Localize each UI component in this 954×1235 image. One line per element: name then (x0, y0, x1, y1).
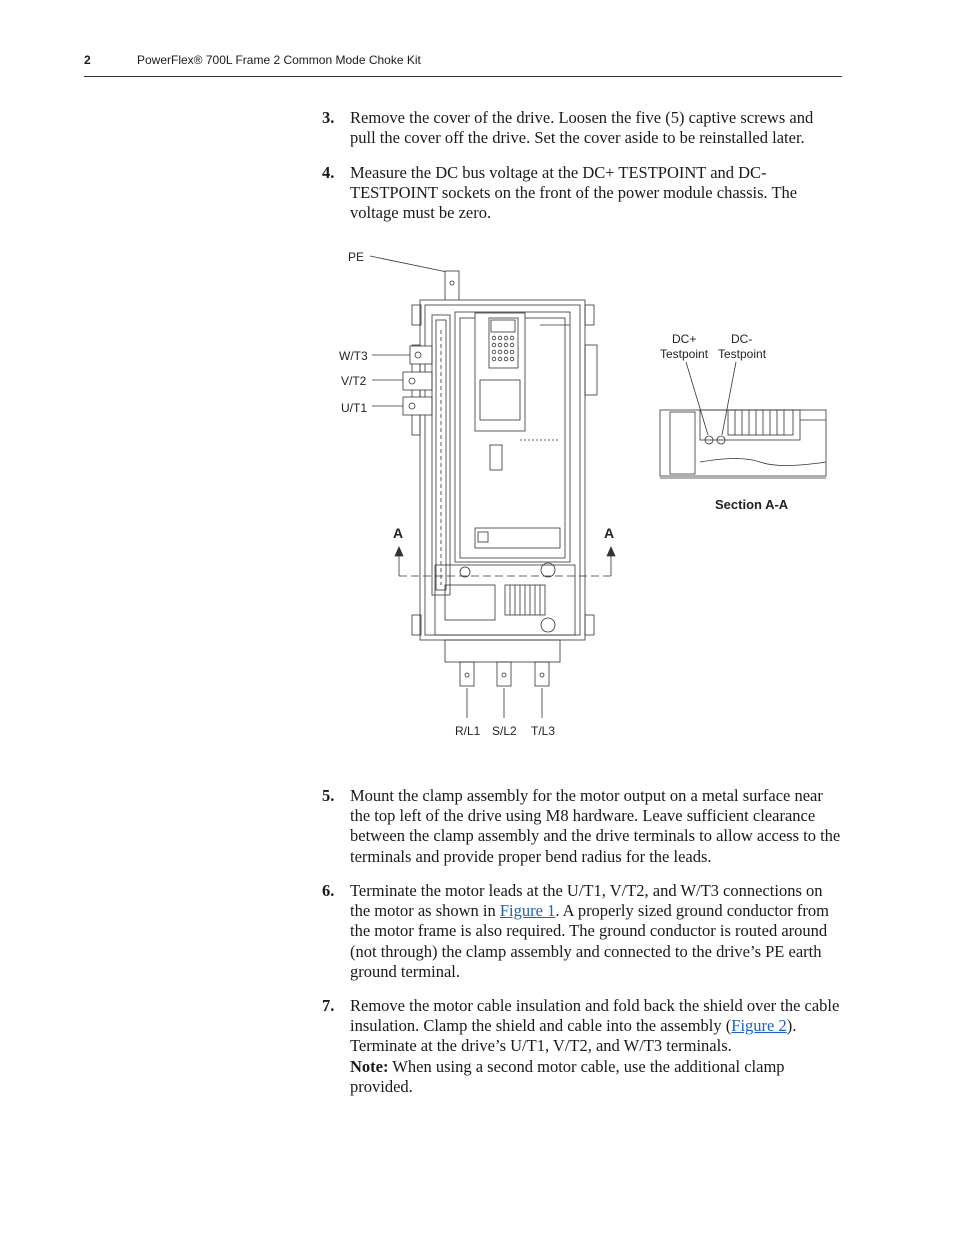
step-6 (322, 881, 842, 982)
mounting-tab (585, 305, 594, 325)
testpoint-label: Testpoint (660, 347, 709, 361)
terminal-hole (465, 673, 469, 677)
section-aa-detail (660, 410, 826, 478)
section-aa-caption: Section A-A (715, 497, 789, 512)
arrow-head (395, 547, 403, 556)
step-text (350, 881, 842, 982)
dc-plus-label: DC+ (672, 332, 697, 346)
sl2-label: S/L2 (492, 724, 517, 738)
terminal-hole (540, 673, 544, 677)
step-7 (322, 996, 842, 1097)
step-number: 6. (322, 881, 335, 900)
step-text-part: Remove the motor cable insulation and fold back the shield over the cable insulation. Clamp the shield and cable into the assembly ( (350, 996, 840, 1036)
figure-1-link[interactable]: Figure 1 (499, 901, 556, 921)
step-text: Mount the clamp assembly for the motor output on a metal surface near the top left of the drive using M8 hardware. Leave sufficient clearance between the clamp assembly and the drive terminals to allow access to the terminals and provide proper bend radius for the leads. (350, 786, 841, 866)
step-text-part: ). Terminate at the drive’s U/T1, V/T2, and W/T3 terminals. (350, 1016, 797, 1056)
note-label: Note: (350, 1056, 389, 1076)
step-5 (322, 786, 842, 867)
tl3-terminal (535, 662, 549, 686)
pe-label: PE (348, 250, 365, 264)
step-text: Remove the cover of the drive. Loosen the five (5) captive screws and pull the cover off the drive. Set the cover aside to be reinstalled later. (350, 108, 814, 148)
dc-plus-leader-line (686, 362, 708, 435)
step-number: 7. (322, 996, 335, 1015)
input-terminal-block (445, 640, 560, 662)
rl1-label: R/L1 (455, 724, 481, 738)
note-text: When using a second motor cable, use the additional clamp provided. (350, 1056, 785, 1096)
pe-leader-line (370, 256, 447, 272)
step-text: Measure the DC bus voltage at the DC+ TESTPOINT and DC- TESTPOINT sockets on the front of the power module chassis. The voltage must be zero. (350, 163, 798, 223)
dc-minus-leader-line (722, 362, 736, 435)
step-number: 5. (322, 786, 335, 805)
step-number: 3. (322, 108, 335, 127)
dc-minus-label: DC- (731, 332, 753, 346)
terminal-hole (502, 673, 506, 677)
vt2-terminal (403, 372, 432, 390)
step-text (350, 996, 842, 1097)
running-header-title: PowerFlex® 700L Frame 2 Common Mode Choke Kit (137, 53, 421, 67)
section-a-left-label: A (393, 525, 404, 541)
page-number: 2 (84, 53, 91, 67)
tl3-label: T/L3 (531, 724, 556, 738)
figure-2-link[interactable]: Figure 2 (731, 1016, 787, 1036)
vt2-label: V/T2 (341, 374, 367, 388)
side-bracket (585, 345, 597, 395)
ut1-label: U/T1 (341, 401, 368, 415)
testpoint-label: Testpoint (718, 347, 767, 361)
section-a-right-label: A (604, 525, 615, 541)
mounting-tab (585, 615, 594, 635)
step-text-part: Terminate the motor leads at the U/T1, V/T2, and W/T3 connections on the motor as shown in (350, 881, 823, 921)
sl2-terminal (497, 662, 511, 686)
rl1-terminal (460, 662, 474, 686)
step-number: 4. (322, 163, 335, 182)
arrow-head (607, 547, 615, 556)
ut1-terminal (403, 397, 432, 415)
step-text-part: . A properly sized ground conductor from the motor frame is also required. The ground conductor is routed around (not through) the clamp assembly and connected to the drive’s PE earth ground terminal. (350, 901, 829, 981)
wt3-label: W/T3 (339, 349, 368, 363)
